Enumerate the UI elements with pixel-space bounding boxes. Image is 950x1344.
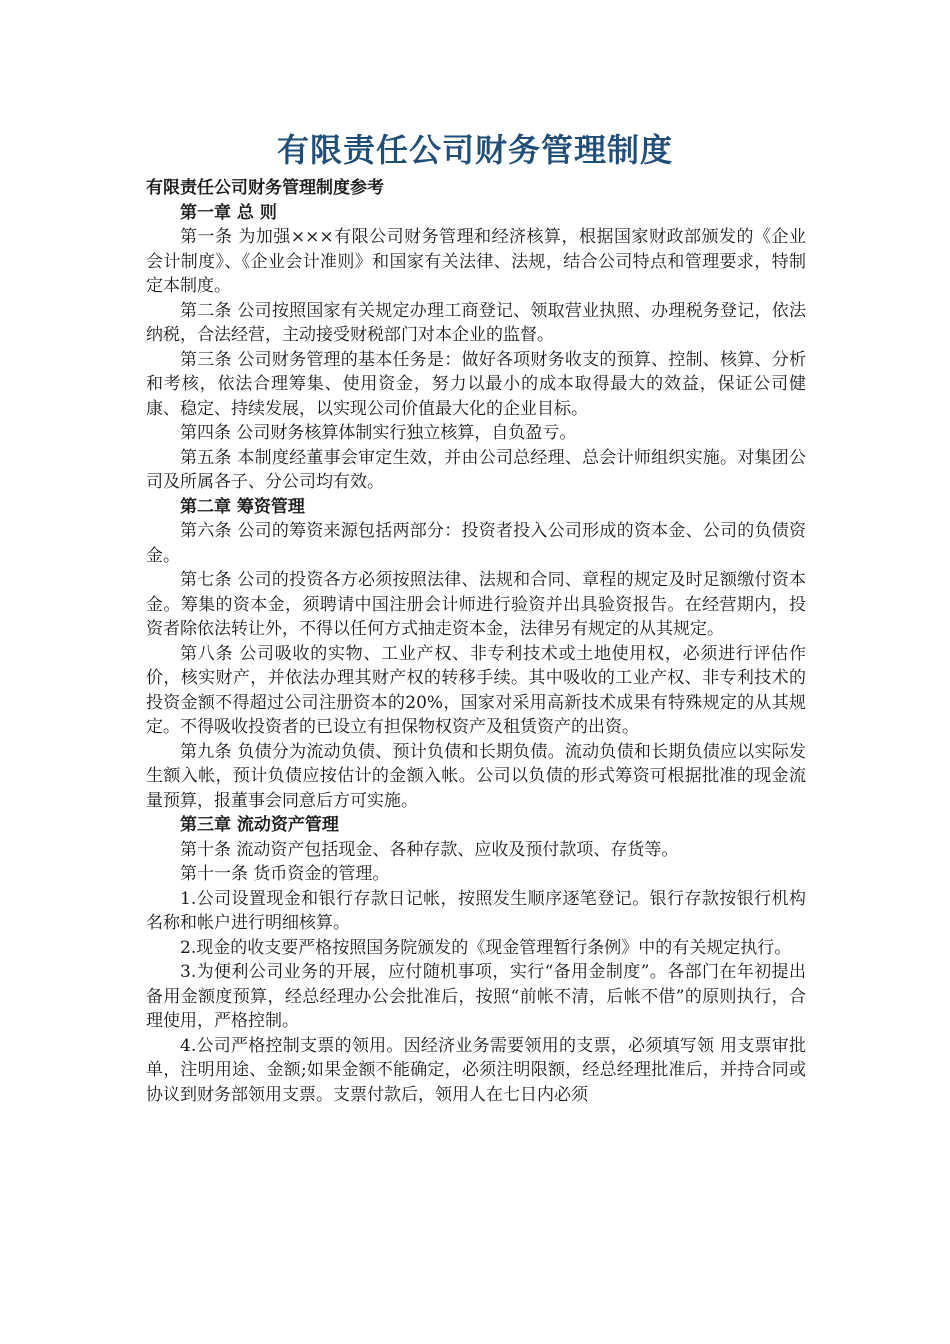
document-title: 有限责任公司财务管理制度 <box>276 131 673 169</box>
document-body <box>146 176 806 1107</box>
article-paragraph: 第八条 公司吸收的实物、工业产权、非专利技术或土地使用权，必须进行评估作价，核实财产，并依法办理其财产权的转移手续。其中吸收的工业产权、非专利技术的投资金额不得超过公司注册资本的20%，国家对采用高新技术成果有特殊规定的从其规定。不得吸收投资者的已设立有担保物权资产及租赁资产的出资。 <box>146 643 806 737</box>
list-item-paragraph: 2.现金的收支要严格按照国务院颁发的《现金管理暂行条例》中的有关规定执行。 <box>180 937 792 958</box>
article-paragraph: 第七条 公司的投资各方必须按照法律、法规和合同、章程的规定及时足额缴付资本金。筹集的资本金，须聘请中国注册会计师进行验资并出具验资报告。在经营期内，投资者除依法转让外，不得以任何方式抽走资本金，法律另有规定的从其规定。 <box>146 570 806 639</box>
article-paragraph: 第九条 负债分为流动负债、预计负债和长期负债。流动负债和长期负债应以实际发生额入帐，预计负债应按估计的金额入帐。公司以负债的形式筹资可根据批准的现金流量预算，报董事会同意后方可实施。 <box>146 741 806 811</box>
article-paragraph: 第十一条 货币资金的管理。 <box>180 864 390 884</box>
list-item-paragraph: 3.为便利公司业务的开展，应付随机事项，实行“备用金制度”。各部门在年初提出备用金额度预算，经总经理办公会批准后，按照“前帐不清，后帐不借”的原则执行，合理使用，严格控制。 <box>146 962 806 1031</box>
chapter-heading: 第一章 总 则 <box>180 202 277 223</box>
article-paragraph: 第一条 为加强×××有限公司财务管理和经济核算，根据国家财政部颁发的《企业会计制度》、《企业会计准则》和国家有关法律、法规，结合公司特点和管理要求，特制定本制度。 <box>146 227 806 296</box>
article-paragraph: 第二条 公司按照国家有关规定办理工商登记、领取营业执照、办理税务登记，依法纳税，合法经营，主动接受财税部门对本企业的监督。 <box>146 300 806 345</box>
chapter-heading: 第三章 流动资产管理 <box>180 815 339 835</box>
article-paragraph: 第五条 本制度经董事会审定生效，并由公司总经理、总会计师组织实施。对集团公司及所属各子、分公司均有效。 <box>146 447 806 492</box>
article-paragraph: 第十条 流动资产包括现金、各种存款、应收及预付款项、存货等。 <box>180 839 679 860</box>
list-item-paragraph: 4.公司严格控制支票的领用。因经济业务需要领用的支票，必须填写领 用支票审批单，注明用途、金额;如果金额不能确定，必须注明限额，经总经理批准后，并持合同或协议到财务部领用支票。支票付款后，领用人在七日内必须 <box>146 1035 806 1105</box>
article-paragraph: 第四条 公司财务核算体制实行独立核算，自负盈亏。 <box>180 423 577 443</box>
article-paragraph: 第三条 公司财务管理的基本任务是：做好各项财务收支的预算、控制、核算、分析和考核，依法合理筹集、使用资金，努力以最小的成本取得最大的效益，保证公司健康、稳定、持续发展，以实现公司价值最大化的企业目标。 <box>146 349 806 419</box>
list-item-paragraph: 1.公司设置现金和银行存款日记帐，按照发生顺序逐笔登记。银行存款按银行机构名称和帐户进行明细核算。 <box>146 888 806 933</box>
document-subtitle: 有限责任公司财务管理制度参考 <box>146 178 384 198</box>
article-paragraph: 第六条 公司的筹资来源包括两部分：投资者投入公司形成的资本金、公司的负债资金。 <box>146 521 806 566</box>
chapter-heading: 第二章 筹资管理 <box>180 496 305 517</box>
